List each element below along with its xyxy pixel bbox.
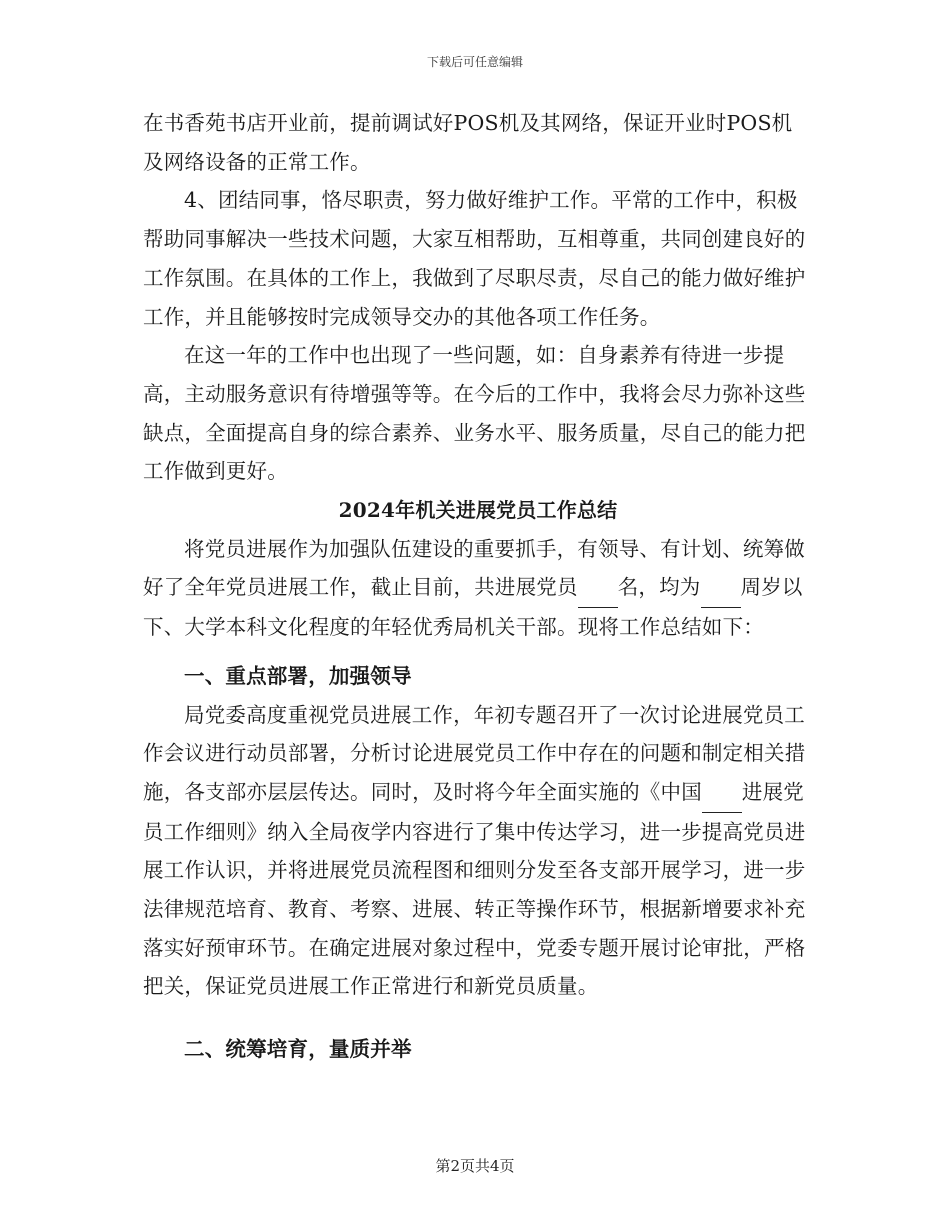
paragraph-teamwork: 4、团结同事，恪尽职责，努力做好维护工作。平常的工作中，积极帮助同事解决一些技术问题，大家互相帮助，互相尊重，共同创建良好的工作氛围。在具体的工作上，我做到了尽职尽责，尽自己的能力做好维护工作，并且能够按时完成领导交办的其他各项工作任务。 <box>143 188 806 329</box>
blank-count <box>578 568 618 608</box>
section1-text-2: 进展党员工作细则》纳入全局夜学内容进行了集中传达学习，进一步提高党员进展工作认识，并将进展党员流程图和细则分发至各支部开展学习，进一步法律规范培育、教育、考察、进展、转正等操作环节，根据新增要求补充落实好预审环节。在确定进展对象过程中，党委专题开展讨论审批，严格把关，保证党员进展工作正常进行和新党员质量。 <box>143 779 806 999</box>
paragraph-intro <box>143 530 813 647</box>
paragraph-section1 <box>143 696 813 1007</box>
page-footer: 第2页共4页 <box>435 1157 515 1175</box>
paragraph-problems: 在这一年的工作中也出现了一些问题，如：自身素养有待进一步提高，主动服务意识有待增强等等。在今后的工作中，我将会尽力弥补这些缺点，全面提高自身的综合素养、业务水平、服务质量，尽自己的能力把工作做到更好。 <box>143 343 806 484</box>
blank-party-name <box>702 773 742 813</box>
section-heading-1: 一、重点部署，加强领导 <box>184 663 412 688</box>
intro-text-2: 名，均为 <box>617 575 701 600</box>
document-body <box>143 104 813 1069</box>
document-title: 2024年机关进展党员工作总结 <box>338 498 618 523</box>
intro-text-1: 将党员进展作为加强队伍建设的重要抓手，有领导、有计划、统筹做好了全年党员进展工作，截止目前，共进展党员 <box>143 536 805 600</box>
intro-text-3: 周岁以下、大学本科文化程度的年轻优秀局机关干部。现将工作总结如下： <box>143 575 803 640</box>
blank-age <box>701 568 741 608</box>
section1-text-1: 局党委高度重视党员进展工作，年初专题召开了一次讨论进展党员工作会议进行动员部署，分析讨论进展党员工作中存在的问题和制定相关措施，各支部亦层层传达。同时，及时将今年全面实施的《中国 <box>143 702 806 804</box>
section-heading-2: 二、统筹培育，量质并举 <box>184 1037 412 1062</box>
page-header: 下载后可任意编辑 <box>426 55 523 69</box>
paragraph-pos: 在书香苑书店开业前，提前调试好POS机及其网络，保证开业时POS机及网络设备的正常工作。 <box>143 111 793 174</box>
